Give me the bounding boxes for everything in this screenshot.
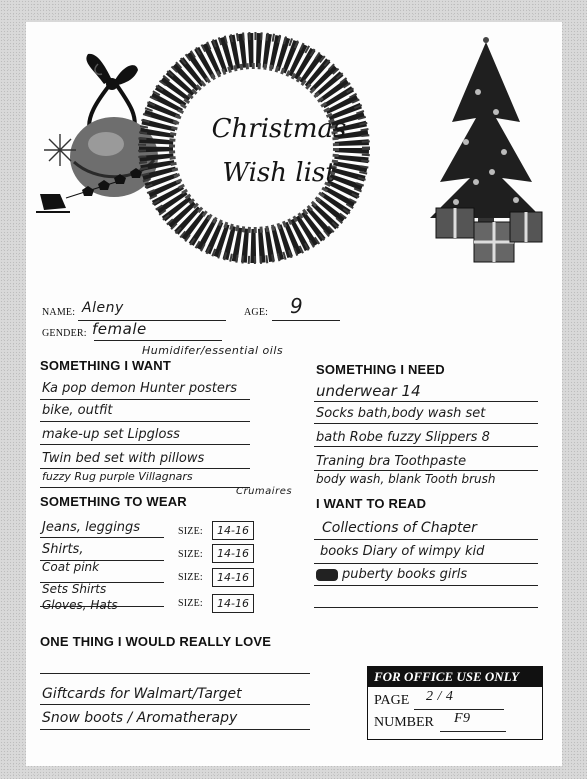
page-label: PAGE bbox=[374, 693, 410, 708]
want-item: fuzzy Rug purple Villagnars bbox=[42, 470, 193, 483]
need-item: underwear 14 bbox=[316, 382, 421, 400]
age-underline bbox=[272, 320, 340, 321]
christmas-tree-icon bbox=[430, 37, 542, 226]
want-item: Twin bed set with pillows bbox=[42, 451, 205, 466]
title-line-2: Wish list bbox=[222, 158, 336, 188]
want-item: bike, outfit bbox=[42, 403, 113, 418]
number-underline bbox=[440, 731, 506, 732]
read-line-3 bbox=[314, 585, 538, 586]
want-line-1 bbox=[40, 399, 250, 400]
wear-item: Shirts, bbox=[42, 542, 84, 557]
size-box: 14-16 bbox=[212, 568, 254, 587]
office-use-heading: FOR OFFICE USE ONLY bbox=[368, 667, 542, 687]
number-label: NUMBER bbox=[374, 715, 434, 730]
page-underline bbox=[414, 709, 504, 710]
read-heading: I WANT TO READ bbox=[316, 496, 427, 511]
wear-item: Coat pink bbox=[42, 560, 100, 574]
need-heading: SOMETHING I NEED bbox=[316, 362, 445, 377]
header-illustration bbox=[26, 22, 562, 282]
read-line-4 bbox=[314, 607, 538, 608]
size-box: 14-16 bbox=[212, 594, 254, 613]
gender-value: female bbox=[92, 320, 147, 338]
wear-line-1 bbox=[40, 537, 164, 538]
love-line-2 bbox=[40, 704, 310, 705]
need-line-4 bbox=[314, 470, 538, 471]
wear-item: Jeans, leggings bbox=[42, 520, 141, 535]
want-line-5 bbox=[40, 487, 250, 488]
love-heading: ONE THING I WOULD REALLY LOVE bbox=[40, 634, 272, 649]
size-label: SIZE: bbox=[178, 572, 203, 583]
size-box: 14-16 bbox=[212, 544, 254, 563]
size-label: SIZE: bbox=[178, 598, 203, 609]
size-label: SIZE: bbox=[178, 549, 203, 560]
want-item: make-up set Lipgloss bbox=[42, 427, 180, 442]
wear-note: Crumaires bbox=[236, 486, 293, 497]
age-label: AGE: bbox=[244, 307, 269, 318]
read-item: books Diary of wimpy kid bbox=[320, 544, 485, 559]
read-item: puberty books girls bbox=[342, 567, 468, 582]
need-item: Traning bra Toothpaste bbox=[316, 454, 467, 469]
read-line-1 bbox=[314, 539, 538, 540]
gender-label: GENDER: bbox=[42, 328, 87, 339]
office-use-box bbox=[367, 666, 543, 740]
want-line-3 bbox=[40, 444, 250, 445]
title-line-1: Christmas bbox=[211, 114, 347, 144]
want-note: Humidifer/essential oils bbox=[142, 344, 284, 357]
need-line-3 bbox=[314, 446, 538, 447]
want-heading: SOMETHING I WANT bbox=[40, 358, 172, 373]
love-line-1 bbox=[40, 673, 310, 674]
love-item: Giftcards for Walmart/Target bbox=[42, 686, 242, 702]
wear-heading: SOMETHING TO WEAR bbox=[40, 494, 187, 509]
love-item: Snow boots / Aromatherapy bbox=[42, 710, 238, 726]
scribble-mark bbox=[316, 569, 338, 581]
need-item: body wash, blank Tooth brush bbox=[316, 472, 496, 486]
want-line-2 bbox=[40, 421, 250, 422]
size-label: SIZE: bbox=[178, 526, 203, 537]
wear-item: Gloves, Hats bbox=[42, 598, 118, 612]
love-line-3 bbox=[40, 729, 310, 730]
read-item: Collections of Chapter bbox=[322, 520, 477, 536]
gender-underline bbox=[94, 340, 222, 341]
wear-item: Sets Shirts bbox=[42, 582, 107, 596]
size-box: 14-16 bbox=[212, 521, 254, 540]
want-line-4 bbox=[40, 468, 250, 469]
age-value: 9 bbox=[290, 294, 304, 318]
name-label: NAME: bbox=[42, 307, 76, 318]
want-item: Ka pop demon Hunter posters bbox=[42, 381, 238, 396]
number-value: F9 bbox=[454, 711, 471, 726]
need-item: Socks bath,body wash set bbox=[316, 406, 486, 421]
need-line-2 bbox=[314, 423, 538, 424]
name-value: Aleny bbox=[82, 300, 124, 316]
wreath-icon bbox=[142, 36, 366, 260]
page-value: 2 / 4 bbox=[426, 689, 454, 704]
read-line-2 bbox=[314, 563, 538, 564]
need-item: bath Robe fuzzy Slippers 8 bbox=[316, 430, 490, 445]
need-line-1 bbox=[314, 401, 538, 402]
wish-list-form bbox=[26, 22, 562, 766]
